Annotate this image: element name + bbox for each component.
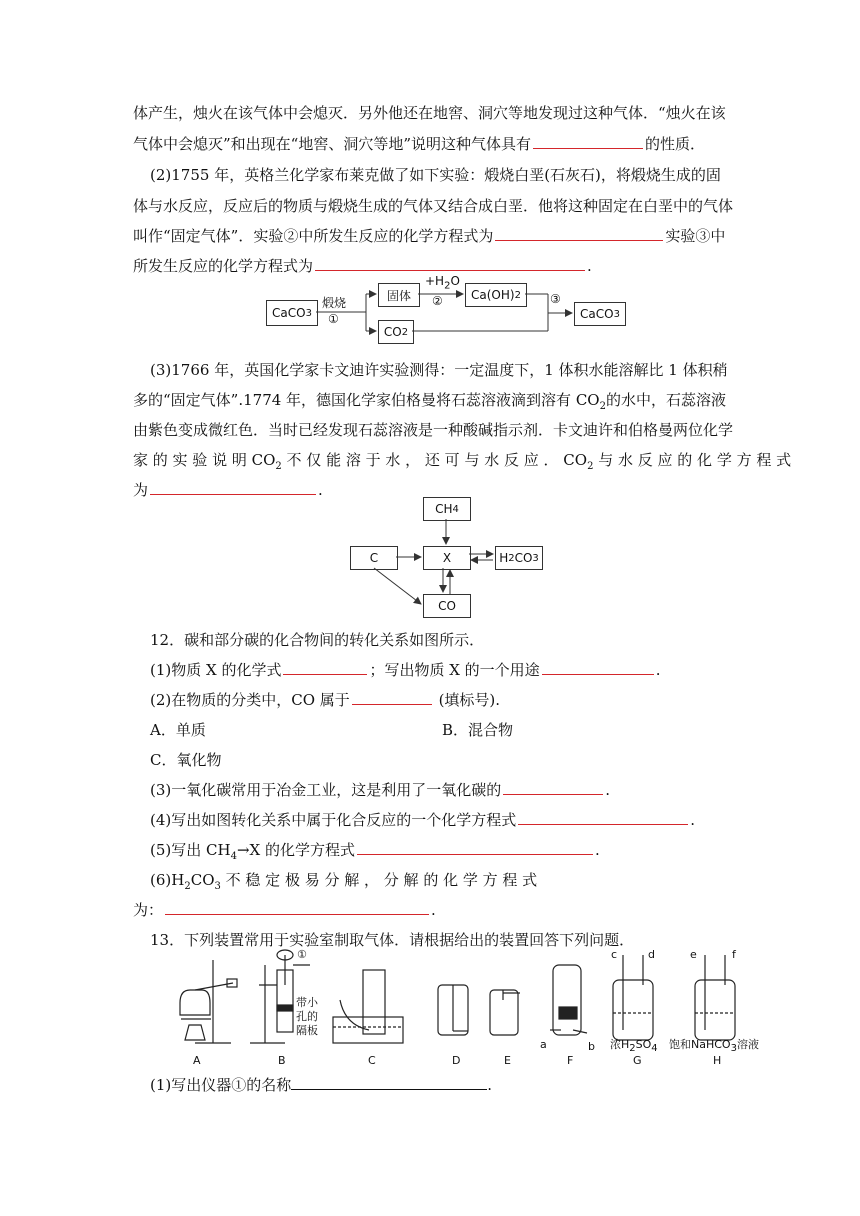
- caco3-box-right: CaCO 3: [574, 302, 626, 326]
- answer-blank[interactable]: [357, 840, 593, 855]
- answer-blank[interactable]: [542, 660, 654, 675]
- step2-label: ②: [432, 294, 443, 308]
- q12-option-c: C．氧化物: [150, 751, 222, 769]
- caco3-box-left: CaCO 3: [266, 300, 318, 326]
- co-box: CO: [423, 594, 471, 618]
- q12-s6: $(6)H_2CO_3$ 不 稳 定 极 易 分 解 ， 分 解 的 化 学 方 程 式: [150, 871, 538, 892]
- p3-line1: (3)1766 年，英国化学家卡文迪许实验测得：一定温度下，1 体积水能溶解比 1 体积稍: [150, 361, 728, 379]
- answer-blank[interactable]: [352, 690, 432, 705]
- port-d-label: d: [648, 948, 655, 961]
- p2-line3: 叫作“固定气体”．实验②中所发生反应的化学方程式为 实验③中: [133, 227, 726, 245]
- q12-option-a: A．单质: [150, 721, 206, 739]
- apparatus-label-d: D: [452, 1054, 461, 1067]
- q12-s2: (2)在物质的分类中，CO 属于 (填标号).: [150, 691, 501, 709]
- p1-line1: 体产生，烛火在该气体中会熄灭．另外他还在地窖、洞穴等地发现过这种气体．“烛火在该: [133, 104, 726, 122]
- q12-s1: (1)物质 X 的化学式 ；写出物质 X 的一个用途 .: [150, 661, 661, 679]
- ch4-box: CH 4: [423, 497, 471, 521]
- p2-line4: 所发生反应的化学方程式为 .: [133, 257, 592, 275]
- q12-s4: (4)写出如图转化关系中属于化合反应的一个化学方程式 .: [150, 811, 696, 829]
- q13-s1: (1)写出仪器①的名称 .: [150, 1076, 493, 1094]
- h2co3-box: H 2 CO 3: [495, 546, 543, 570]
- p1-line2: 气体中会熄灭”和出现在“地窖、洞穴等地”说明这种气体具有 的性质．: [133, 135, 706, 153]
- answer-blank[interactable]: [283, 660, 367, 675]
- apparatus-label-h: H: [713, 1054, 722, 1067]
- p2-line1: (2)1755 年，英格兰化学家布莱克做了如下实验：煅烧白垩(石灰石)，将煅烧生成的固: [150, 166, 721, 184]
- port-c-label: c: [611, 948, 618, 961]
- q12-option-b: B．混合物: [442, 721, 514, 739]
- x-box: X: [423, 546, 471, 570]
- answer-blank[interactable]: [165, 900, 429, 915]
- apparatus-label-c: C: [368, 1054, 376, 1067]
- caoh2-box: Ca(OH) 2: [465, 283, 527, 307]
- apparatus-label-a: A: [193, 1054, 201, 1067]
- p3-line2: 多的“固定气体”.1774 年，德国化学家伯格曼将石蕊溶液滴到溶有 $CO_2$的水中，石蕊溶液: [133, 391, 726, 412]
- port-b-label: b: [588, 1040, 595, 1053]
- c-box: C: [350, 546, 398, 570]
- apparatus-label-b: B: [278, 1054, 286, 1067]
- port-f-label: f: [732, 948, 736, 961]
- p3-line4: 家 的 实 验 说 明 $CO_2$ 不 仅 能 溶 于 水 ， 还 可 与 水 反 应 ． $CO_2$ 与 水 反 应 的 化 学 方 程 式: [133, 451, 792, 472]
- apparatus-label-e: E: [504, 1054, 511, 1067]
- q13-stem: 13．下列装置常用于实验室制取气体．请根据给出的装置回答下列问题．: [150, 931, 635, 949]
- answer-blank[interactable]: [291, 1075, 487, 1090]
- step3-label: ③: [550, 292, 561, 306]
- h-reagent-label: 饱和NaHCO$_3$溶液: [669, 1038, 759, 1055]
- q12-s5: (5)写出 $CH_4\to X$ 的化学方程式 .: [150, 841, 600, 862]
- water-label: $+H_2O$: [425, 274, 460, 292]
- p3-line3: 由紫色变成微红色．当时已经发现石蕊溶液是一种酸碱指示剂．卡文迪许和伯格曼两位化学: [133, 421, 734, 439]
- circle-one-label: ①: [297, 948, 307, 961]
- answer-blank[interactable]: [518, 810, 688, 825]
- p2-line2: 体与水反应，反应后的物质与煅烧生成的气体又结合成白垩．他将这种固定在白垩中的气体: [133, 197, 734, 215]
- apparatus-label-g: G: [633, 1054, 642, 1067]
- answer-blank[interactable]: [503, 780, 603, 795]
- apparatus-label-f: F: [567, 1054, 574, 1067]
- g-reagent-label: 浓$H_2SO_4$: [610, 1038, 658, 1055]
- board-label: 带小 孔的 隔板: [296, 996, 318, 1037]
- q12-s6-answer: 为： .: [133, 901, 436, 919]
- q12-stem: 12．碳和部分碳的化合物间的转化关系如图所示．: [150, 631, 485, 649]
- calcine-label: 煅烧: [322, 296, 347, 310]
- port-e-label: e: [690, 948, 697, 961]
- solid-box: 固体: [378, 283, 420, 307]
- step1-label: ①: [328, 312, 339, 326]
- q12-s3: (3)一氧化碳常用于冶金工业，这是利用了一氧化碳的 .: [150, 781, 611, 799]
- co2-box: CO 2: [378, 320, 414, 344]
- p3-line5: 为 .: [133, 481, 323, 499]
- port-a-label: a: [540, 1038, 547, 1051]
